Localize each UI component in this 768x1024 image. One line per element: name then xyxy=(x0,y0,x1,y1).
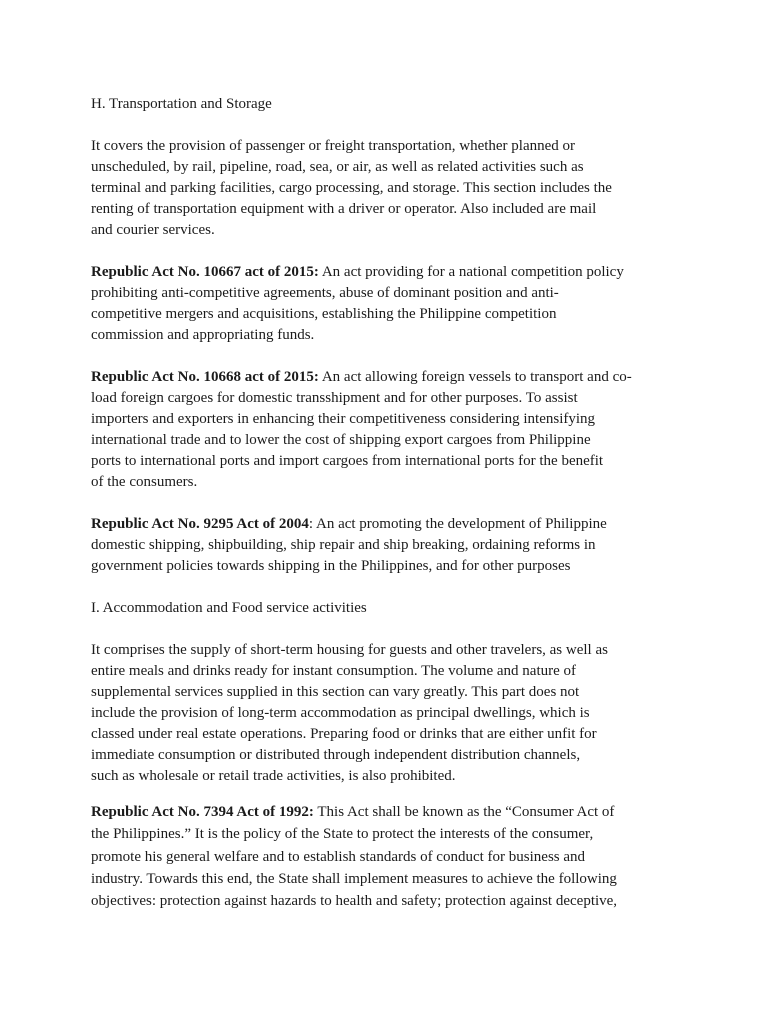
section-heading xyxy=(91,94,731,115)
paragraph-line: classed under real estate operations. Preparing food or drinks that are either unfit for xyxy=(91,726,597,742)
section-heading-text: I. Accommodation and Food service activities xyxy=(91,600,367,616)
act-paragraph xyxy=(91,801,731,912)
paragraph-line xyxy=(91,367,731,388)
paragraph-line: of the consumers. xyxy=(91,474,198,490)
paragraph-line: and courier services. xyxy=(91,222,215,238)
paragraph-line: ports to international ports and import cargoes from international ports for the benefit xyxy=(91,453,604,469)
paragraph-line: promote his general welfare and to establish standards of conduct for business and xyxy=(91,848,586,865)
act-description: An act providing for a national competition policy xyxy=(318,264,624,280)
act-title: Republic Act No. 7394 Act of 1992: xyxy=(91,804,314,820)
paragraph-line: international trade and to lower the cost of shipping export cargoes from Philippine xyxy=(91,432,591,448)
paragraph-line: supplemental services supplied in this section can vary greatly. This part does not xyxy=(91,684,580,700)
act-title: Republic Act No. 10668 act of 2015: xyxy=(91,369,319,385)
section-heading xyxy=(91,598,731,619)
paragraph-line: immediate consumption or distributed through independent distribution channels, xyxy=(91,747,581,763)
paragraph-line: the Philippines.” It is the policy of the State to protect the interests of the consumer, xyxy=(91,826,594,843)
act-title: Republic Act No. 10667 act of 2015: xyxy=(91,264,319,280)
paragraph-line xyxy=(91,514,731,535)
act-title: Republic Act No. 9295 Act of 2004 xyxy=(91,516,309,532)
document-page xyxy=(91,94,731,933)
paragraph-line: load foreign cargoes for domestic transshipment and for other purposes. To assist xyxy=(91,390,578,406)
paragraph-line: importers and exporters in enhancing their competitiveness considering intensifying xyxy=(91,411,596,427)
paragraph-line: It covers the provision of passenger or freight transportation, whether planned or xyxy=(91,138,576,154)
paragraph-line: government policies towards shipping in the Philippines, and for other purposes xyxy=(91,558,571,574)
paragraph-line: domestic shipping, shipbuilding, ship repair and ship breaking, ordaining reforms in xyxy=(91,537,596,553)
section-intro-paragraph xyxy=(91,640,731,787)
paragraph-line: It comprises the supply of short-term housing for guests and other travelers, as well as xyxy=(91,642,608,658)
section-heading-text: H. Transportation and Storage xyxy=(91,96,272,112)
paragraph-line: industry. Towards this end, the State shall implement measures to achieve the following xyxy=(91,870,617,887)
act-paragraph xyxy=(91,514,731,577)
paragraph-line: entire meals and drinks ready for instant consumption. The volume and nature of xyxy=(91,663,577,679)
act-paragraph xyxy=(91,262,731,346)
paragraph-line: objectives: protection against hazards to health and safety; protection against deceptive, xyxy=(91,893,618,909)
paragraph-line: renting of transportation equipment with a driver or operator. Also included are mail xyxy=(91,201,597,217)
act-description: : An act promoting the development of Philippine xyxy=(308,516,607,532)
paragraph-line: such as wholesale or retail trade activities, is also prohibited. xyxy=(91,768,456,784)
act-description: An act allowing foreign vessels to transport and co- xyxy=(318,369,632,385)
paragraph-line: commission and appropriating funds. xyxy=(91,327,315,343)
paragraph-line: prohibiting anti-competitive agreements, abuse of dominant position and anti- xyxy=(91,285,559,301)
section-intro-paragraph xyxy=(91,136,731,241)
paragraph-line xyxy=(91,801,731,823)
paragraph-line: include the provision of long-term accommodation as principal dwellings, which is xyxy=(91,705,590,721)
paragraph-line: unscheduled, by rail, pipeline, road, sea, or air, as well as related activities such as xyxy=(91,159,584,175)
paragraph-line: terminal and parking facilities, cargo processing, and storage. This section includes the xyxy=(91,180,612,196)
act-paragraph xyxy=(91,367,731,493)
act-description: This Act shall be known as the “Consumer Act of xyxy=(313,804,615,820)
paragraph-line: competitive mergers and acquisitions, establishing the Philippine competition xyxy=(91,306,557,322)
paragraph-line xyxy=(91,262,731,283)
